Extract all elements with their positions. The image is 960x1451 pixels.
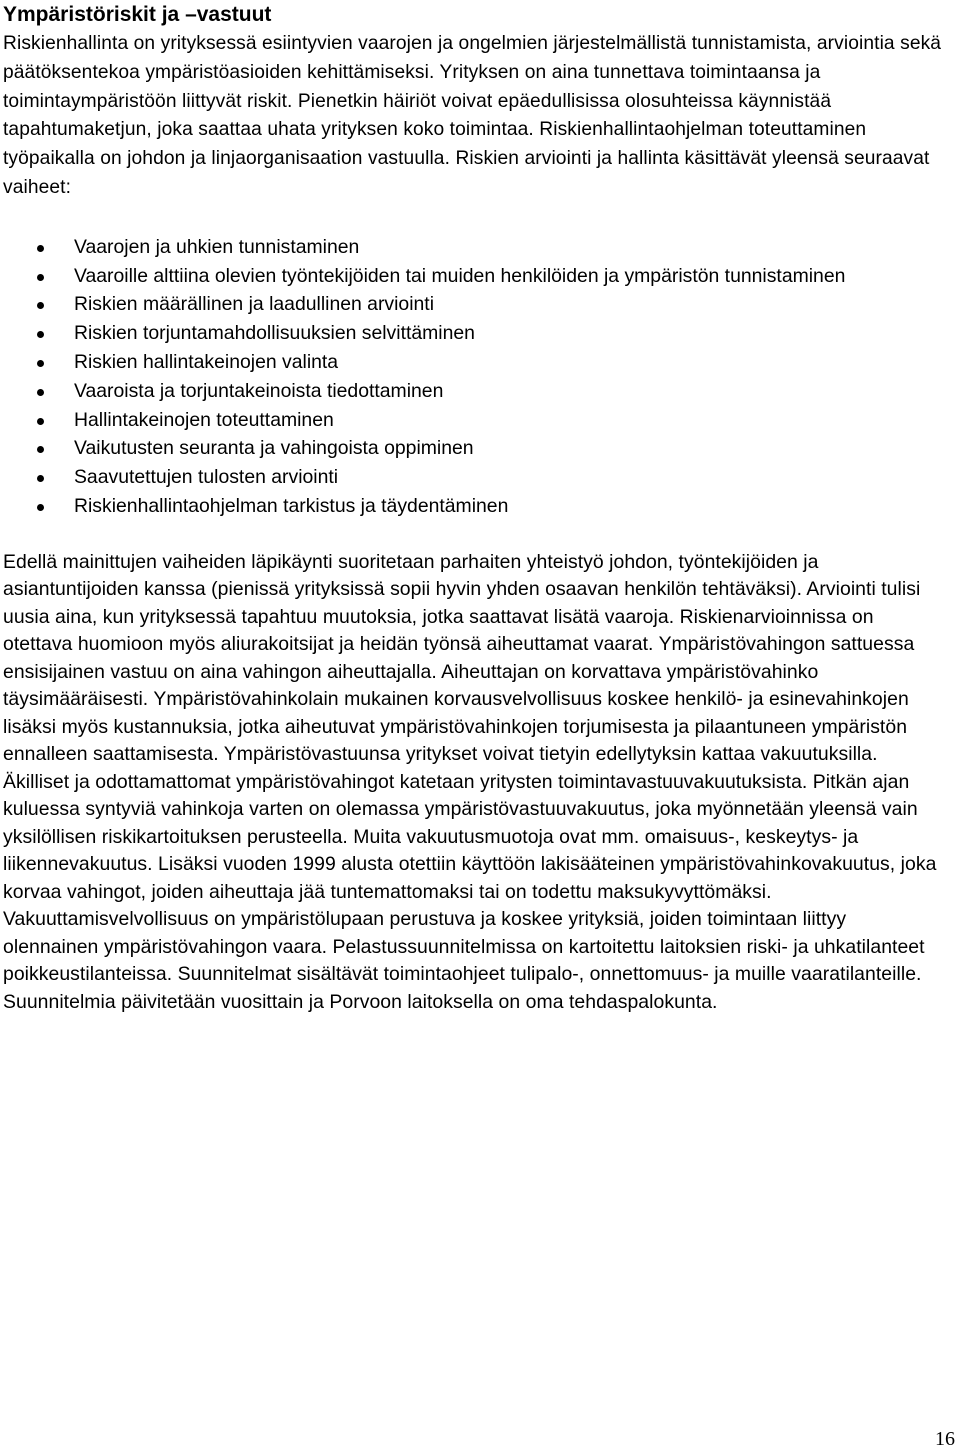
bullet-icon — [37, 475, 44, 482]
list-item — [3, 463, 943, 492]
bullet-icon — [37, 245, 44, 252]
bullet-icon — [37, 446, 44, 453]
list-item — [3, 262, 943, 291]
list-item-text: Vaaroista ja torjuntakeinoista tiedottaminen — [74, 379, 444, 402]
list-item-text: Riskien hallintakeinojen valinta — [74, 350, 339, 373]
bullet-icon — [37, 418, 44, 425]
page-number: 16 — [935, 1428, 955, 1450]
list-item — [3, 492, 943, 521]
list-item-text: Riskien määrällinen ja laadullinen arviointi — [74, 293, 434, 316]
list-item — [3, 290, 943, 319]
bullet-icon — [37, 302, 44, 309]
document-page — [3, 0, 943, 1016]
bullet-icon — [37, 274, 44, 281]
section-heading: Ympäristöriskit ja –vastuut — [3, 3, 272, 26]
list-item — [3, 233, 943, 262]
list-item-text: Vaaroille alttiina olevien työntekijöiden tai muiden henkilöiden ja ympäristön tunnistaminen — [74, 264, 846, 287]
list-item-text: Riskien torjuntamahdollisuuksien selvittäminen — [74, 322, 475, 345]
list-item — [3, 377, 943, 406]
list-item-text: Vaikutusten seuranta ja vahingoista oppiminen — [74, 437, 474, 460]
body-paragraph: Edellä mainittujen vaiheiden läpikäynti suoritetaan parhaiten yhteistyö johdon, työntekijöiden ja asiantuntijoiden kanssa (pienissä yrityksissä sopii hyvin yhden osaavan henkilön tehtäväksi). Arviointi tulisi uusia aina, kun yrityksessä tapahtuu muutoksia, jotka saattavat lisätä vaaroja. Riskienarvioinnissa on otettava huomioon myös aliurakoitsijat ja heidän työnsä aiheuttamat vaarat. Ympäristövahingon sattuessa ensisijainen vastuu on aina vahingon aiheuttajalla. Aiheuttajan on korvattava ympäristövahinko täysimääräisesti. Ympäristövahinkolain mukainen korvausvelvollisuus koskee henkilö- ja esinevahinkojen lisäksi myös kustannuksia, jotka aiheutuvat ympäristövahinkojen torjumisesta ja pilaantuneen ympäristön ennalleen saattamisesta. Ympäristövastuunsa yritykset voivat tietyin edellytyksin kattaa vakuutuksilla. Äkilliset ja odottamattomat ympäristövahingot katetaan yritysten toimintavastuuvakuutuksista. Pitkän ajan kuluessa syntyviä vahinkoja varten on olemassa ympäristövastuuvakuutus, joka myönnetään yleensä vain yksilöllisen riskikartoituksen perusteella. Muita vakuutusmuotoja ovat mm. omaisuus-, keskeytys- ja liikennevakuutus. Lisäksi vuoden 1999 alusta otettiin käyttöön lakisääteinen ympäristövahinkovakuutus, joka korvaa vahingot, joiden aiheuttaja jää tuntemattomaksi tai on todettu maksukyvyttömäksi. Vakuuttamisvelvollisuus on ympäristölupaan perustuva ja koskee yrityksiä, joiden toimintaan liittyy olennainen ympäristövahingon vaara. Pelastussuunnitelmissa on kartoitettu laitoksien riski- ja uhkatilanteet poikkeustilanteissa. Suunnitelmat sisältävät toimintaohjeet tulipalo-, onnettomuus- ja muille vaaratilanteille. Suunnitelmia päivitetään vuosittain ja Porvoon laitoksella on oma tehdaspalokunta. — [3, 550, 937, 1013]
list-item — [3, 406, 943, 435]
list-item-text: Saavutettujen tulosten arviointi — [74, 466, 339, 489]
bullet-icon — [37, 389, 44, 396]
list-item-text: Vaarojen ja uhkien tunnistaminen — [74, 235, 360, 258]
risk-steps-list — [3, 233, 943, 521]
list-item — [3, 319, 943, 348]
bullet-icon — [37, 504, 44, 511]
list-item-text: Hallintakeinojen toteuttaminen — [74, 408, 334, 431]
list-item — [3, 348, 943, 377]
bullet-icon — [37, 331, 44, 338]
bullet-icon — [37, 360, 44, 367]
list-item-text: Riskienhallintaohjelman tarkistus ja täydentäminen — [74, 494, 509, 517]
list-item — [3, 434, 943, 463]
intro-paragraph: Riskienhallinta on yrityksessä esiintyvien vaarojen ja ongelmien järjestelmällistä tunnistamista, arviointia sekä päätöksentekoa ympäristöasioiden kehittämiseksi. Yrityksen on aina tunnettava toimintaansa ja toimintaympäristöön liittyvät riskit. Pienetkin häiriöt voivat epäedullisissa olosuhteissa käynnistää tapahtumaketjun, joka saattaa uhata yrityksen koko toimintaa. Riskienhallintaohjelman toteuttaminen työpaikalla on johdon ja linjaorganisaation vastuulla. Riskien arviointi ja hallinta käsittävät yleensä seuraavat vaiheet: — [3, 33, 942, 198]
